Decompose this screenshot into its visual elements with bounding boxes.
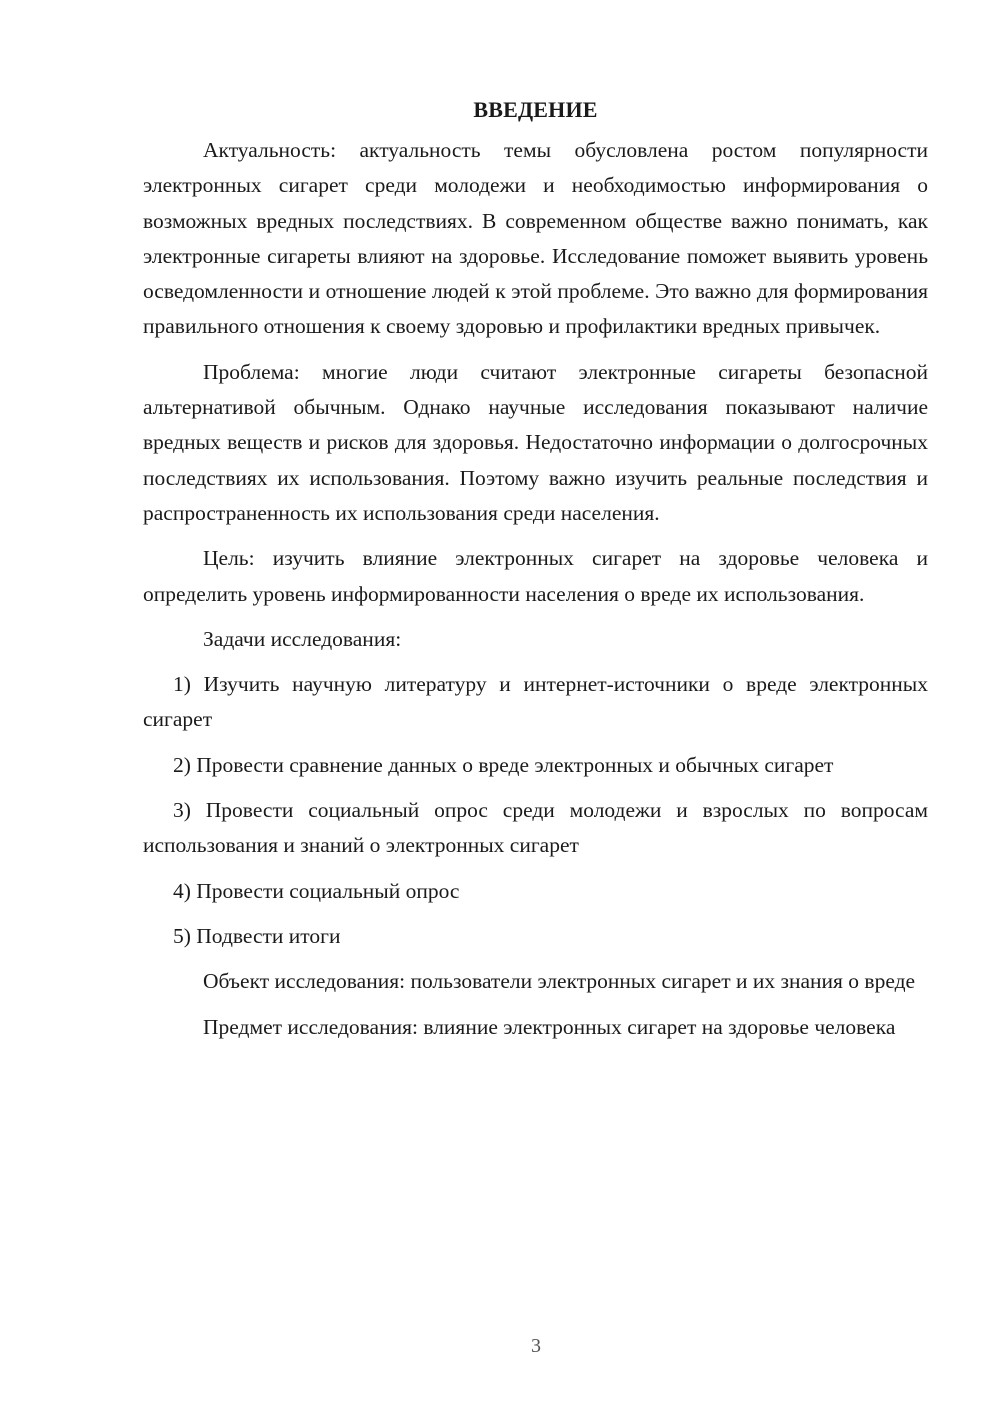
page-title: ВВЕДЕНИЕ: [473, 97, 598, 122]
paragraph-relevance: Актуальность: актуальность темы обусловлена ростом популярности электронных сигарет среди молодежи и необходимостью информирования о возможных вредных последствиях. В современном обществе важно понимать, как электронные сигареты влияют на здоровье. Исследование поможет выявить уровень осведомленности и отношение людей к этой проблеме. Это важно для формирования правильного отношения к своему здоровью и профилактики вредных привычек.: [143, 138, 928, 339]
paragraph-goal: Цель: изучить влияние электронных сигарет на здоровье человека и определить уровень информированности населения о вреде их использования.: [143, 546, 928, 606]
paragraph-problem: Проблема: многие люди считают электронные сигареты безопасной альтернативой обычным. Однако научные исследования показывают наличие вредных веществ и рисков для здоровья. Недостаточно информации о долгосрочных последствиях их использования. Поэтому важно изучить реальные последствия и распространенность их использования среди населения.: [143, 359, 928, 525]
paragraph-tasks-heading: Задачи исследования:: [203, 626, 402, 651]
list-item: 2) Провести сравнение данных о вреде электронных и обычных сигарет: [173, 752, 834, 777]
paragraph-subject: Предмет исследования: влияние электронных сигарет на здоровье человека: [203, 1014, 896, 1039]
page-number: 3: [531, 1335, 541, 1357]
document-page: [143, 95, 928, 1055]
list-item: 5) Подвести итоги: [173, 923, 341, 948]
paragraph-object: Объект исследования: пользователи электронных сигарет и их знания о вреде: [203, 969, 916, 994]
list-item: 1) Изучить научную литературу и интернет-источники о вреде электронных сигарет: [143, 672, 928, 732]
list-item: 4) Провести социальный опрос: [173, 878, 460, 903]
list-item: 3) Провести социальный опрос среди молодежи и взрослых по вопросам использования и знаний о электронных сигарет: [143, 798, 928, 858]
